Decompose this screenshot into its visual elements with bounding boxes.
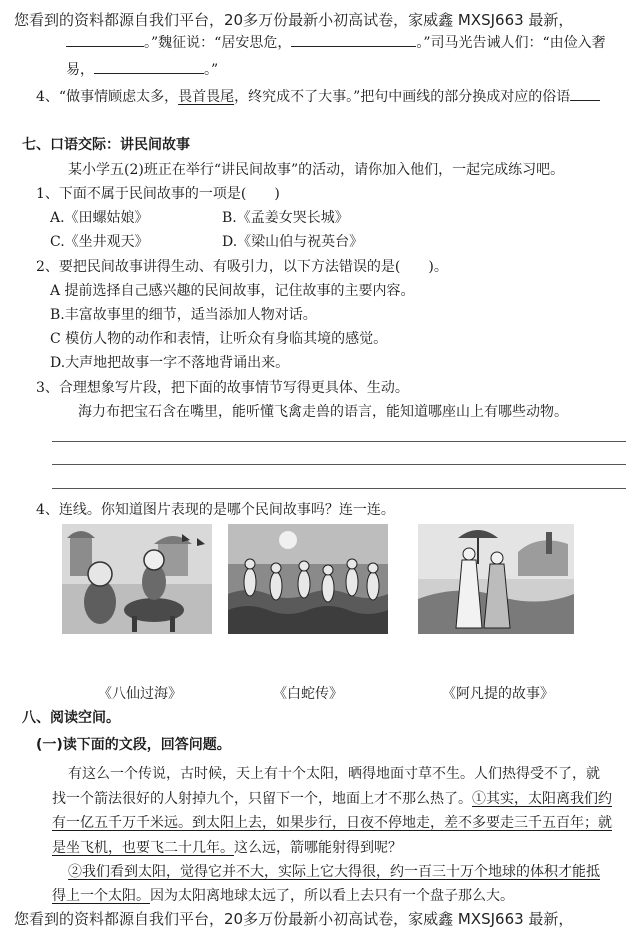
section-7-intro: 某小学五(2)班正在举行“讲民间故事”的活动，请你加入他们，一起完成练习吧。 (68, 162, 565, 178)
answer-blank[interactable] (94, 59, 204, 74)
q2-option-d[interactable]: D.大声地把故事一字不落地背诵出来。 (50, 355, 290, 371)
q1-option-b[interactable]: B.《孟姜女哭长城》 (222, 210, 349, 226)
fill-line-3 (66, 59, 218, 81)
passage-text: 因为太阳离地球太远了，所以看上去只有一个盘子那么大。 (150, 888, 514, 904)
caption-eight-immortals[interactable]: 《八仙过海》 (98, 686, 182, 702)
passage-line-3: 有一亿五千万千米远。到太阳上去，如果步行，日夜不停地走，差不多要走三千五百年；就 (52, 815, 612, 831)
eight-immortals-illustration[interactable] (228, 524, 388, 634)
q1-option-d[interactable]: D.《梁山伯与祝英台》 (222, 234, 364, 250)
caption-white-snake[interactable]: 《白蛇传》 (273, 686, 343, 702)
q3-story-text: 海力布把宝石含在嘴里，能听懂飞禽走兽的语言，能知道哪座山上有哪些动物。 (78, 404, 568, 420)
answer-line-2[interactable] (52, 464, 626, 465)
question-2: 2、要把民间故事讲得生动、有吸引力，以下方法错误的是( )。 (36, 259, 448, 275)
answer-line-1[interactable] (52, 441, 626, 442)
passage-line-5 (68, 861, 600, 883)
watermark-bottom: 您看到的资料都源自我们平台，20多万份最新小初高试卷，家威鑫 MXSJ663 最新， (14, 910, 574, 928)
section-8-title: 八、阅读空间。 (22, 710, 120, 726)
answer-blank[interactable] (66, 32, 144, 47)
answer-blank[interactable] (291, 32, 416, 47)
question-3: 3、合理想象写片段，把下面的故事情节写得更具体、生动。 (36, 380, 409, 396)
passage-text: 这么远，箭哪能射得到呢？ (234, 840, 402, 856)
fill-line-2 (66, 32, 606, 54)
sentence-2-end: 得上一个太阳。 (52, 888, 150, 904)
answer-line-3[interactable] (52, 488, 626, 489)
q4-text-a: 4、“做事情顾虑太多， (36, 89, 179, 105)
text-simaguang: 。”司马光告诫人们：“由俭入奢 (416, 35, 606, 51)
marker-1: ① (472, 791, 486, 807)
caption-afanti[interactable]: 《阿凡提的故事》 (442, 686, 554, 702)
passage-line-6 (52, 885, 514, 907)
text-quote-end: 。” (204, 62, 219, 78)
answer-blank[interactable] (570, 86, 600, 101)
marker-2: ② (68, 864, 82, 880)
text-yi: 易， (66, 62, 94, 78)
white-snake-illustration[interactable] (418, 524, 574, 634)
passage-text: 找一个箭法很好的人射掉九个，只留下一个，地面上才不那么热了。 (52, 791, 472, 807)
sentence-1-underlined (472, 791, 612, 807)
q4-text-b: ，终究成不了大事。”把句中画线的部分换成对应的俗语 (234, 89, 571, 105)
question-4-top (36, 86, 600, 108)
sentence-1-end: 是坐飞机，也要飞二十几年。 (52, 840, 234, 856)
q1-option-a[interactable]: A.《田螺姑娘》 (50, 210, 149, 226)
section-7-title: 七、口语交际：讲民间故事 (22, 137, 190, 153)
q2-option-b[interactable]: B.丰富故事里的细节，适当添加人物对话。 (50, 307, 317, 323)
passage-line-4 (52, 837, 402, 859)
passage-line-2 (52, 788, 612, 810)
passage-line-1: 有这么一个传说，古时候，天上有十个太阳，晒得地面寸草不生。人们热得受不了，就 (68, 766, 600, 782)
question-1: 1、下面不属于民间故事的一项是( ) (36, 186, 280, 202)
q1-option-c[interactable]: C.《坐井观天》 (50, 234, 149, 250)
reading-subtitle: (一)读下面的文段，回答问题。 (36, 737, 231, 753)
question-4-matching: 4、连线。你知道图片表现的是哪个民间故事吗？连一连。 (36, 502, 395, 518)
text-weizheng: 。”魏征说：“居安思危， (144, 35, 292, 51)
sentence-2-underlined (68, 864, 600, 880)
watermark-top: 您看到的资料都源自我们平台，20多万份最新小初高试卷，家威鑫 MXSJ663 最新， (14, 11, 574, 29)
sentence-1-part-a: 其实，太阳离我们约 (486, 791, 612, 807)
afanti-illustration[interactable] (62, 524, 212, 634)
q4-underlined-phrase: 畏首畏尾 (178, 89, 235, 105)
q2-option-c[interactable]: C 模仿人物的动作和表情，让听众有身临其境的感觉。 (50, 331, 388, 347)
sentence-2-part-a: 我们看到太阳，觉得它并不大，实际上它大得很，约一百三十万个地球的体积才能抵 (82, 864, 600, 880)
q2-option-a[interactable]: A 提前选择自己感兴趣的民间故事，记住故事的主要内容。 (50, 283, 415, 299)
